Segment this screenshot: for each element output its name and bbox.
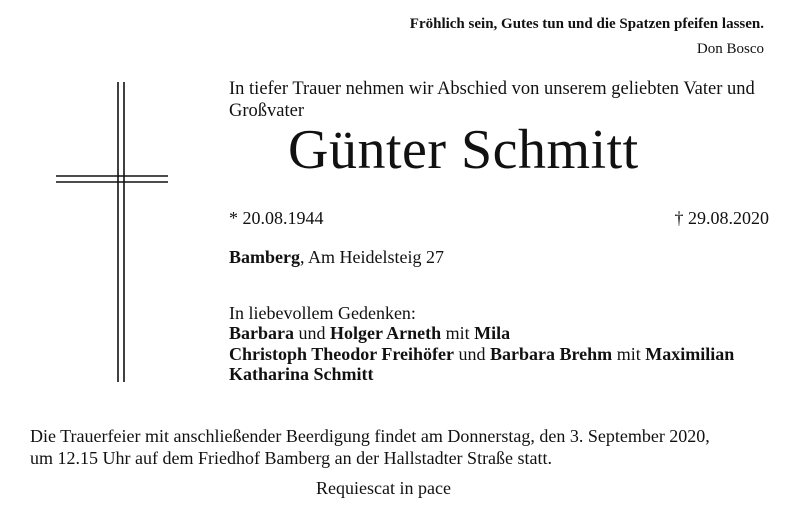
mourner-line	[229, 344, 734, 365]
address-street: , Am Heidelsteig 27	[300, 247, 444, 267]
cross-icon	[48, 82, 168, 382]
quote-author: Don Bosco	[696, 41, 764, 57]
deceased-name: Günter Schmitt	[288, 119, 639, 181]
connector: mit	[441, 323, 475, 343]
address	[229, 247, 444, 268]
connector: mit	[612, 344, 646, 364]
mourner-name: Barbara Brehm	[490, 344, 613, 364]
mourner-name: Holger Arneth	[330, 323, 442, 343]
connector: und	[454, 344, 491, 364]
service-info	[30, 425, 710, 469]
quote: Fröhlich sein, Gutes tun und die Spatzen pfeifen lassen.	[409, 16, 764, 32]
mourner-name: Maximilian	[645, 344, 735, 364]
closing-phrase: Requiescat in pace	[316, 478, 451, 498]
connector: und	[294, 323, 330, 343]
mourner-name: Mila	[474, 323, 511, 343]
mourner-line	[229, 364, 374, 385]
death-date: † 29.08.2020	[674, 208, 769, 228]
mourner-name: Barbara	[229, 323, 294, 343]
intro-text: In tiefer Trauer nehmen wir Abschied von unserem geliebten Vater und Großvater	[229, 79, 755, 121]
mourners-lead: In liebevollem Gedenken:	[229, 303, 416, 323]
service-line: Die Trauerfeier mit anschließender Beerdigung findet am Donnerstag, den 3. September 2020,	[30, 426, 710, 446]
mourner-name: Christoph Theodor Freihöfer	[229, 344, 455, 364]
address-city: Bamberg	[229, 247, 300, 267]
birth-date: * 20.08.1944	[229, 208, 324, 228]
mourner-name: Katharina Schmitt	[229, 364, 374, 384]
service-line: um 12.15 Uhr auf dem Friedhof Bamberg an der Hallstadter Straße statt.	[30, 448, 553, 468]
mourner-line	[229, 323, 510, 344]
